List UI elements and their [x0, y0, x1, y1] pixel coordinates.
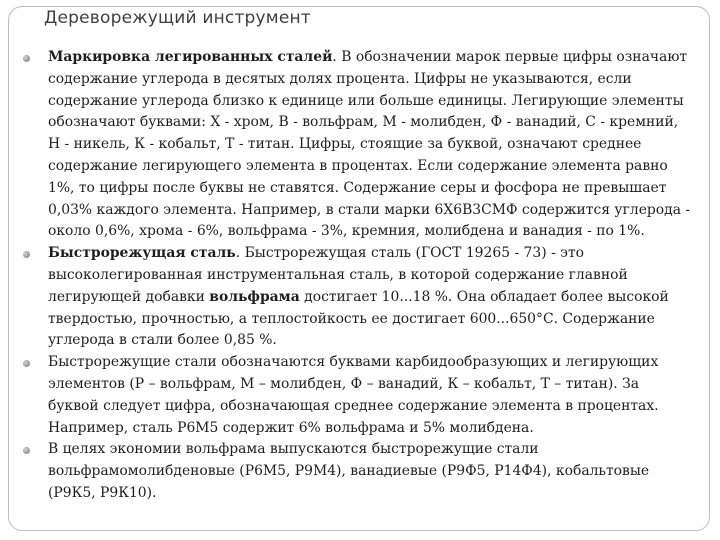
bullet-item-designation	[48, 352, 694, 439]
bullet-bold-word: вольфрама	[209, 288, 300, 305]
bullet-text: . В обозначении марок первые цифры означают содержание углерода в десятых долях процента. Цифры не указываются, если содержание углерода близко к единице или больше единицы. Легирующие элементы обозначают буквами: Х - хром, В - вольфрам, М - молибден, Ф - ванадий, С - кремний, Н - никель, К - кобальт, Т - титан. Цифры, стоящие за буквой, означают среднее содержание легирующего элемента в процентах. Если содержание элемента равно 1%, то цифры после буквы не ставятся. Содержание серы и фосфора не превышает 0,03% каждого элемента. Например, в стали марки 6Х6В3СМФ содержится углерода - около 0,6%, хрома - 6%, вольфрама - 3%, кремния, молибдена и ванадия - по 1%.	[48, 49, 691, 240]
bullet-lead: Быстрорежущая сталь	[48, 245, 236, 262]
bullet-lead: Маркировка легированных сталей	[48, 49, 333, 65]
bullet-text: В целях экономии вольфрама выпускаются быстрорежущие стали вольфрамомолибденовые (Р6М5, Р9М4), ванадиевые (Р9Ф5, Р14Ф4), кобальтовые (Р9К5, Р9К10).	[48, 441, 650, 501]
slide-title: Дереворежущий инструмент	[44, 8, 311, 28]
bullet-list	[48, 47, 694, 505]
bullet-text: . Быстрорежущая сталь (ГОСТ 19265 - 73) - это высоколегированная инструментальная сталь, в которой содержание главной легирующей добавки	[48, 245, 628, 305]
bullet-item-alloy-marking	[48, 47, 694, 243]
bullet-text: достигает 10...18 %. Она обладает более высокой твердостью, прочностью, а теплостойкость ее достигает 600...650°С. Содержание углерода в стали более 0,85 %.	[48, 288, 669, 349]
bullet-item-tungsten-economy	[48, 439, 694, 504]
bullet-item-high-speed-steel	[48, 243, 694, 352]
bullet-text: Быстрорежущие стали обозначаются буквами карбидообразующих и легирующих элементов (Р – вольфрам, М – молибден, Ф – ванадий, К – кобальт, Т – титан). За буквой следует цифра, обозначающая среднее содержание элемента в процентах. Например, сталь Р6М5 содержит 6% вольфрама и 5% молибдена.	[48, 354, 659, 436]
bullet-dot-icon	[23, 55, 30, 62]
